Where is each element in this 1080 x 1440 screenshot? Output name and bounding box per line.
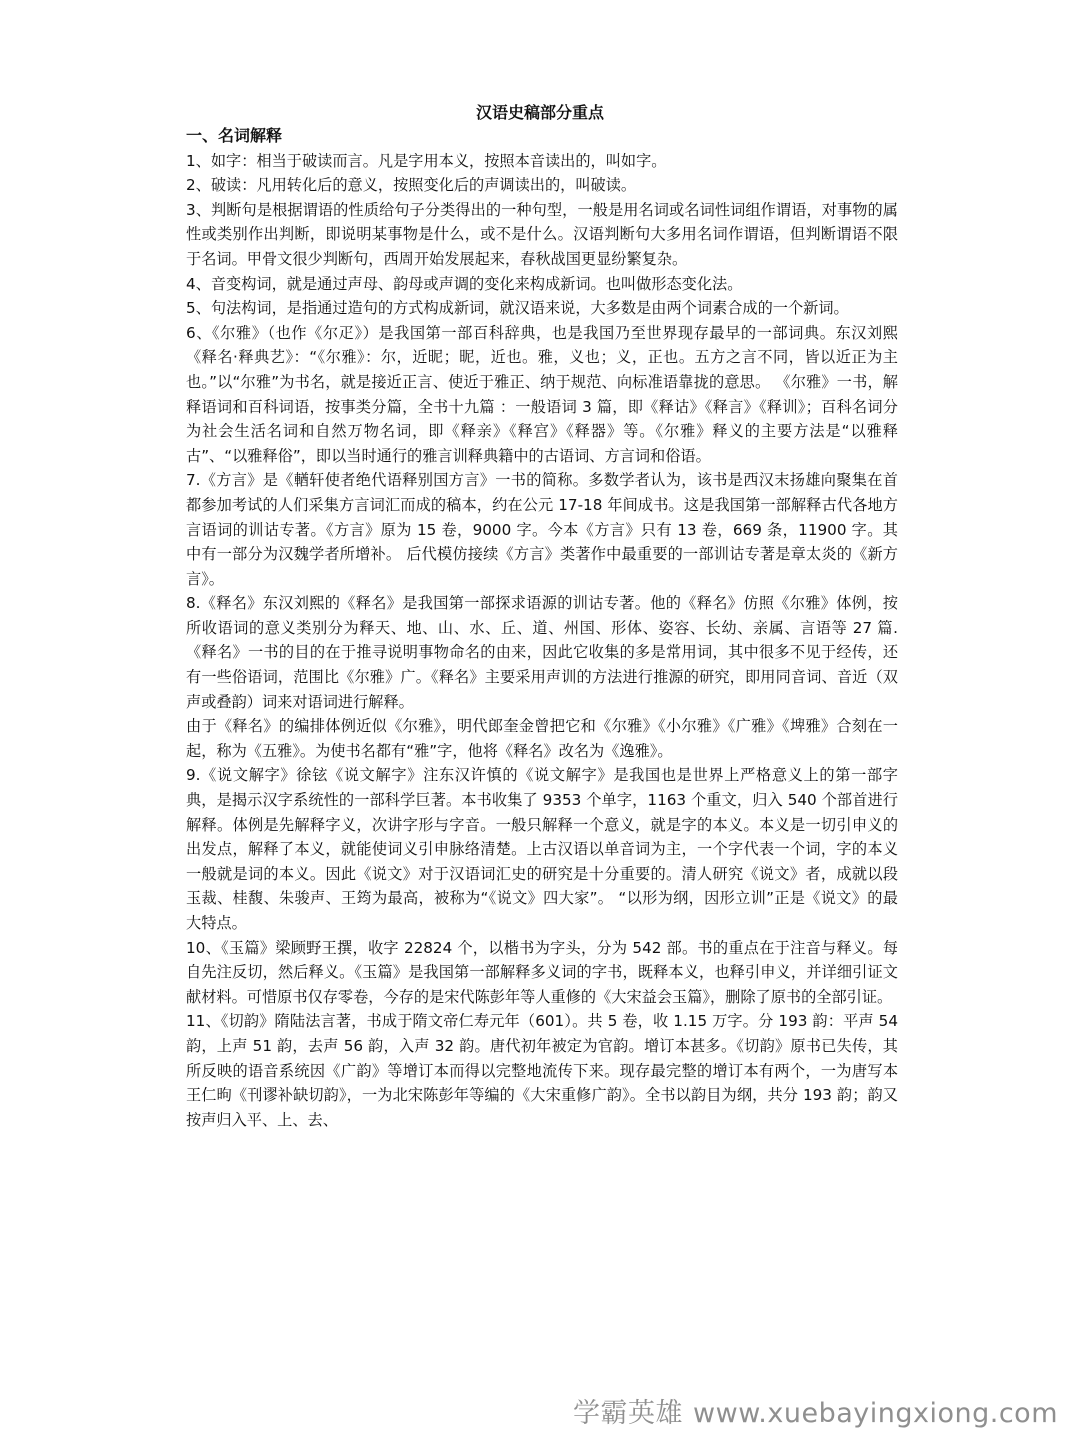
paragraph-10: 10、《玉篇》梁顾野王撰，收字 22824 个，以楷书为字头，分为 542 部。书的重点在于注音与释义。每自先注反切，然后释义。《玉篇》是我国第一部解释多义词的字书，既释本义，也释引申义，并详细引证文献材料。可惜原书仅存零卷，今存的是宋代陈彭年等人重修的《大宋益会玉篇》，删除了原书的全部引证。 [186, 938, 898, 1006]
paragraph-2: 2、破读：凡用转化后的意义，按照变化后的声调读出的，叫破读。 [186, 176, 637, 195]
paragraph-9: 9.《说文解字》徐铉《说文解字》注东汉许慎的《说文解字》是我国也是世界上严格意义上的第一部字典，是揭示汉字系统性的一部科学巨著。本书收集了 9353 个单字，1163 个重文，归入 540 个部首进行解释。体例是先解释字义，次讲字形与字音。一般只解释一个意义，就是字的本义。本义是一切引申义的出发点，解释了本义，就能使词义引申脉络清楚。上古汉语以单音词为主，一个字代表一个词，字的本义一般就是词的本义。因此《说文》对于汉语词汇史的研究是十分重要的。清人研究《说文》者，成就以段玉裁、桂馥、朱骏声、王筠为最高，被称为“《说文》四大家”。 “以形为纲，因形立训”正是《说文》的最大特点。 [186, 766, 898, 932]
paragraph-5: 5、句法构词，是指通过造句的方式构成新词，就汉语来说，大多数是由两个词素合成的一个新词。 [186, 299, 849, 318]
paragraph-8: 8.《释名》东汉刘熙的《释名》是我国第一部探求语源的训诂专著。他的《释名》仿照《尔雅》体例，按所收语词的意义类别分为释天、地、山、水、丘、道、州国、形体、姿容、长幼、亲属、言语等 27 篇.《释名》一书的目的在于推寻说明事物命名的由来，因此它收集的多是常用词，其中很多不见于经传，还有一些俗语词，范围比《尔雅》广。《释名》主要采用声训的方法进行推源的研究，即用同音词、音近（双声或叠韵）词来对语词进行解释。 [186, 594, 898, 711]
paragraph-11: 11、《切韵》隋陆法言著，书成于隋文帝仁寿元年（601）。共 5 卷，收 1.15 万字。分 193 韵：平声 54 韵，上声 51 韵，去声 56 韵，入声 32 韵。唐代初年被定为官韵。增订本甚多。《切韵》原书已失传，其所反映的语音系统因《广韵》等增订本而得以完整地流传下来。现存最完整的增订本有两个，一为唐写本王仁昫《刊谬补缺切韵》，一为北宋陈彭年等编的《大宋重修广韵》。全书以韵目为纲，共分 193 韵；韵又按声归入平、上、去、 [186, 1012, 898, 1129]
watermark-brand: 学霸英雄 [573, 1398, 684, 1429]
paragraph-8-continued: 由于《释名》的编排体例近似《尔雅》，明代郎奎金曾把它和《尔雅》《小尔雅》《广雅》《埤雅》合刻在一起，称为《五雅》。为使书名都有“雅”字，他将《释名》改名为《逸雅》。 [186, 717, 898, 760]
document-title: 汉语史稿部分重点 [475, 103, 604, 122]
paragraph-1: 1、如字：相当于破读而言。凡是字用本义，按照本音读出的，叫如字。 [186, 151, 667, 170]
watermark-url: www.xuebayingxiong.com [693, 1398, 1058, 1429]
document-body [186, 124, 898, 1132]
paragraph-4: 4、音变构词，就是通过声母、韵母或声调的变化来构成新词。也叫做形态变化法。 [186, 274, 743, 293]
paragraph-7: 7.《方言》是《輶轩使者绝代语释别国方言》一书的简称。多数学者认为，该书是西汉末扬雄向聚集在首都参加考试的人们采集方言词汇而成的稿本，约在公元 17-18 年间成书。这是我国第一部解释古代各地方言语词的训诂专著。《方言》原为 15 卷，9000 字。今本《方言》只有 13 卷，669 条，11900 字。其中有一部分为汉魏学者所增补。 后代模仿接续《方言》类著作中最重要的一部训诂专著是章太炎的《新方言》。 [186, 471, 898, 588]
paragraph-3: 3、判断句是根据谓语的性质给句子分类得出的一种句型，一般是用名词或名词性词组作谓语，对事物的属性或类别作出判断，即说明某事物是什么，或不是什么。汉语判断句大多用名词作谓语，但判断谓语不限于名词。甲骨文很少判断句，西周开始发展起来，春秋战国更显纷繁复杂。 [186, 200, 898, 268]
paragraph-6: 6、《尔雅》（也作《尔疋》）是我国第一部百科辞典，也是我国乃至世界现存最早的一部词典。东汉刘熙《释名·释典艺》：“《尔雅》：尔，近昵；昵，近也。雅，义也；义，正也。五方之言不同，皆以近正为主也。”以“尔雅”为书名，就是接近正言、使近于雅正、纳于规范、向标准语靠拢的意思。 《尔雅》一书，解释语词和百科词语，按事类分篇，全书十九篇 ：一般语词 3 篇，即《释诂》《释言》《释训》；百科名词分为社会生活名词和自然万物名词，即《释亲》《释宫》《释器》等。《尔雅》释义的主要方法是“以雅释古”、“以雅释俗”，即以当时通行的雅言训释典籍中的古语词、方言词和俗语。 [186, 323, 898, 465]
section-heading: 一、名词解释 [186, 126, 283, 145]
watermark [573, 1391, 1058, 1430]
